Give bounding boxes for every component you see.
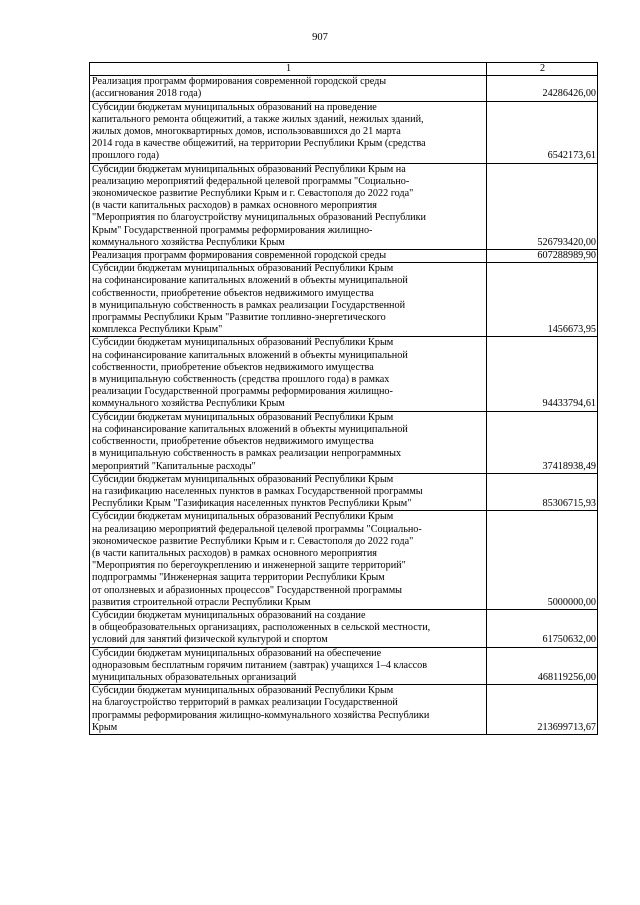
row-description: Субсидии бюджетам муниципальных образований Республики Крым на софинансирование капитальных вложений в объекты муниципальной собственности, приобретение объектов недвижимого имущества в муниципальную собственность в рамках реализации Государственной программы Республики Крым "Развитие топливно-энергетического комплекса Республики Крым" bbox=[90, 263, 487, 337]
row-description: Субсидии бюджетам муниципальных образований Республики Крым на благоустройство территорий в рамках реализации Государственной программы реформирования жилищно-коммунального хозяйства Республики Крым bbox=[90, 685, 487, 735]
header-row bbox=[90, 63, 598, 76]
table-row bbox=[90, 263, 598, 337]
row-amount: 61750632,00 bbox=[487, 609, 598, 647]
table-row bbox=[90, 76, 598, 101]
row-description: Субсидии бюджетам муниципальных образований Республики Крым на реализацию мероприятий федеральной целевой программы "Социально- экономическое развитие Республики Крым и г. Севастополя до 2022 года" (в части капитальных расходов) в рамках основного мероприятия "Мероприятия по благоустройству муниципальных образований Республики Крым" Государственной программы реформирования жилищно- коммунального хозяйства Республики Крым bbox=[90, 163, 487, 249]
row-description: Субсидии бюджетам муниципальных образований Республики Крым на софинансирование капитальных вложений в объекты муниципальной собственности, приобретение объектов недвижимого имущества в муниципальную собственность в рамках реализации непрограммных мероприятий "Капитальные расходы" bbox=[90, 411, 487, 473]
table-row bbox=[90, 411, 598, 473]
row-amount: 213699713,67 bbox=[487, 685, 598, 735]
row-description: Субсидии бюджетам муниципальных образований Республики Крым на газификацию населенных пунктов в рамках Государственной программы Республики Крым "Газификация населенных пунктов Республики Крым" bbox=[90, 473, 487, 511]
table-row bbox=[90, 609, 598, 647]
row-description: Субсидии бюджетам муниципальных образований на создание в общеобразовательных организациях, расположенных в сельской местности, условий для занятий физической культурой и спортом bbox=[90, 609, 487, 647]
row-amount: 1456673,95 bbox=[487, 263, 598, 337]
table-row bbox=[90, 685, 598, 735]
table-row bbox=[90, 511, 598, 610]
row-description: Субсидии бюджетам муниципальных образований на проведение капитального ремонта общежитий, а также жилых зданий, нежилых зданий, жилых домов, многоквартирных домов, использовавшихся до 21 марта 2014 года в качестве общежитий, на территории Республики Крым (средства прошлого года) bbox=[90, 101, 487, 163]
budget-table bbox=[89, 62, 598, 735]
row-amount: 24286426,00 bbox=[487, 76, 598, 101]
row-amount: 94433794,61 bbox=[487, 337, 598, 411]
row-description: Субсидии бюджетам муниципальных образований Республики Крым на реализацию мероприятий федеральной целевой программы "Социально- экономическое развитие Республики Крым и г. Севастополя до 2022 года" (в части капитальных расходов) в рамках основного мероприятия "Мероприятия по берегоукреплению и инженерной защите территорий" подпрограммы "Инженерная защита территории Республики Крым от оползневых и абразионных процессов" Государственной программы развития строительной отрасли Республики Крым bbox=[90, 511, 487, 610]
table-row bbox=[90, 337, 598, 411]
table-row bbox=[90, 163, 598, 249]
row-description: Реализация программ формирования современной городской среды (ассигнования 2018 года) bbox=[90, 76, 487, 101]
row-amount: 85306715,93 bbox=[487, 473, 598, 511]
row-description: Субсидии бюджетам муниципальных образований на обеспечение одноразовым бесплатным горячим питанием (завтрак) учащихся 1–4 классов муниципальных образовательных организаций bbox=[90, 647, 487, 685]
row-amount: 607288989,90 bbox=[487, 250, 598, 263]
row-amount: 37418938,49 bbox=[487, 411, 598, 473]
row-amount: 468119256,00 bbox=[487, 647, 598, 685]
row-amount: 5000000,00 bbox=[487, 511, 598, 610]
row-description: Реализация программ формирования современной городской среды bbox=[90, 250, 487, 263]
table-row bbox=[90, 101, 598, 163]
row-amount: 526793420,00 bbox=[487, 163, 598, 249]
row-description: Субсидии бюджетам муниципальных образований Республики Крым на софинансирование капитальных вложений в объекты муниципальной собственности, приобретение объектов недвижимого имущества в муниципальную собственность (средства прошлого года) в рамках реализации Государственной программы реформирования жилищно- коммунального хозяйства Республики Крым bbox=[90, 337, 487, 411]
page-number: 907 bbox=[312, 32, 328, 43]
table-row bbox=[90, 647, 598, 685]
table-row bbox=[90, 250, 598, 263]
column-header-amount: 2 bbox=[487, 63, 598, 76]
row-amount: 6542173,61 bbox=[487, 101, 598, 163]
table-row bbox=[90, 473, 598, 511]
column-header-description: 1 bbox=[90, 63, 487, 76]
